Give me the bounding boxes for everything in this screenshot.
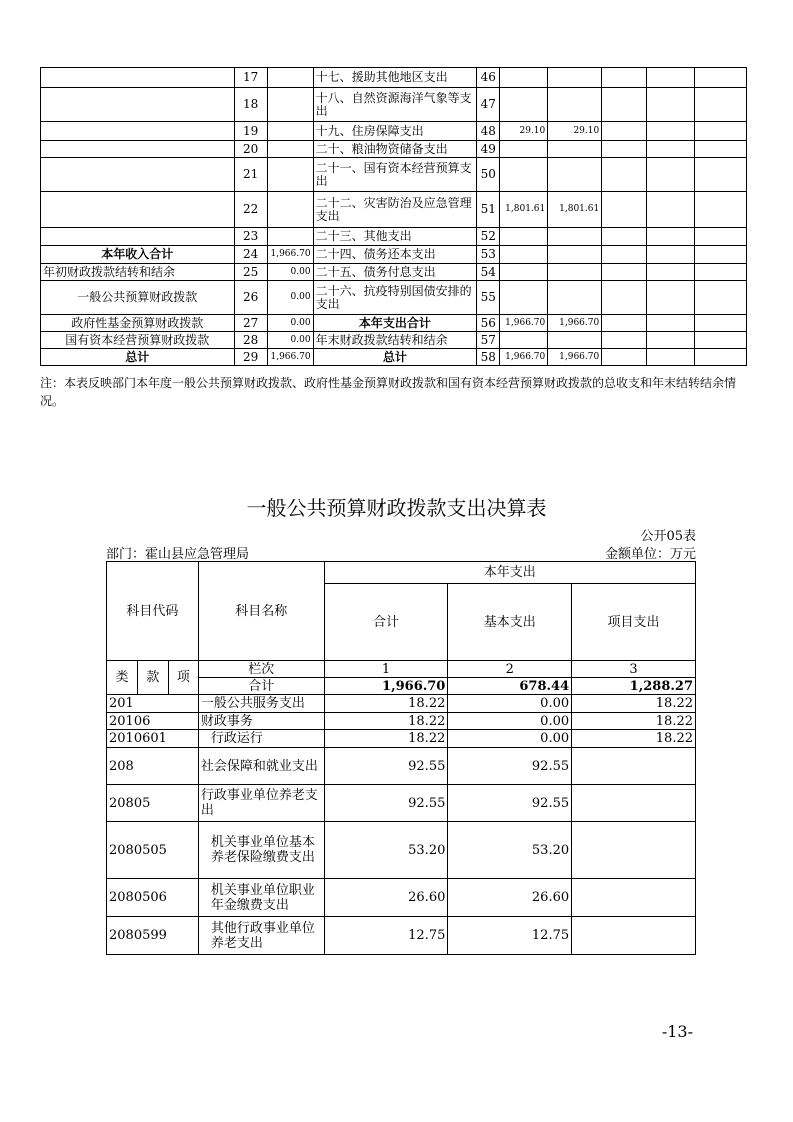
expense-label: 二十五、债务付息支出: [313, 264, 477, 281]
table-row: [107, 822, 696, 879]
table-row: [41, 228, 747, 246]
empty-cell: [695, 349, 747, 366]
expense-label: 二十、粮油物资储备支出: [313, 141, 477, 158]
expense-value-2: 1,801.61: [548, 192, 602, 228]
table-row: [41, 315, 747, 332]
col-num-3: 3: [572, 661, 696, 678]
empty-cell: [695, 88, 747, 122]
empty-cell: [695, 122, 747, 141]
department-label: 部门：霍山县应急管理局: [106, 547, 250, 562]
income-amount: [267, 192, 313, 228]
row-basic: 53.20: [448, 822, 572, 879]
expense-value-2: [548, 246, 602, 264]
income-label: 一般公共预算财政拨款: [41, 281, 235, 315]
row-total: 18.22: [324, 713, 448, 730]
row-code: 2010601: [107, 730, 199, 748]
unit-label: 金额单位：万元: [604, 547, 696, 562]
income-amount: [267, 228, 313, 246]
empty-cell: [695, 141, 747, 158]
empty-cell: [647, 88, 695, 122]
expense-label: 十七、援助其他地区支出: [313, 68, 477, 88]
empty-cell: [647, 281, 695, 315]
expense-line-no: 47: [477, 88, 500, 122]
income-line-no: 21: [234, 158, 267, 192]
expense-value-1: [500, 88, 548, 122]
col-num-2: 2: [448, 661, 572, 678]
income-expense-table: [40, 67, 747, 366]
income-line-no: 25: [234, 264, 267, 281]
empty-cell: [695, 68, 747, 88]
row-project: 18.22: [572, 713, 696, 730]
table-row: [41, 88, 747, 122]
empty-cell: [647, 315, 695, 332]
income-amount: [267, 141, 313, 158]
income-amount: 0.00: [267, 315, 313, 332]
sum-basic: 678.44: [448, 678, 572, 695]
income-label: [41, 68, 235, 88]
table-note: 注：本表反映部门本年度一般公共预算财政拨款、政府性基金预算财政拨款和国有资本经营预算财政拨款的总收支和年末结转结余情况。: [40, 376, 737, 408]
expense-line-no: 46: [477, 68, 500, 88]
income-amount: 0.00: [267, 332, 313, 349]
expense-label: 二十六、抗疫特别国债安排的支出: [313, 281, 477, 315]
row-code: 201: [107, 695, 199, 713]
empty-cell: [602, 192, 647, 228]
empty-cell: [602, 246, 647, 264]
expense-value-1: 29.10: [500, 122, 548, 141]
expense-value-2: [548, 141, 602, 158]
empty-cell: [602, 281, 647, 315]
expense-value-2: [548, 88, 602, 122]
table-row: [107, 785, 696, 822]
table-row: [41, 158, 747, 192]
expense-line-no: 50: [477, 158, 500, 192]
income-line-no: 20: [234, 141, 267, 158]
expense-value-1: [500, 68, 548, 88]
empty-cell: [602, 264, 647, 281]
col-num-1: 1: [324, 661, 448, 678]
expense-line-no: 48: [477, 122, 500, 141]
row-project: [572, 879, 696, 917]
header-kuan: 款: [137, 661, 168, 695]
table-row: [41, 281, 747, 315]
header-basic: 基本支出: [448, 584, 572, 661]
header-name: 科目名称: [198, 562, 324, 661]
row-total: 18.22: [324, 695, 448, 713]
income-label: 政府性基金预算财政拨款: [41, 315, 235, 332]
header-lei: 类: [107, 661, 138, 695]
expense-line-no: 56: [477, 315, 500, 332]
row-code: 2080506: [107, 879, 199, 917]
empty-cell: [647, 68, 695, 88]
income-amount: [267, 88, 313, 122]
income-amount: 1,966.70: [267, 349, 313, 366]
empty-cell: [647, 332, 695, 349]
empty-cell: [647, 192, 695, 228]
expense-value-2: [548, 281, 602, 315]
expense-line-no: 49: [477, 141, 500, 158]
row-name: 财政事务: [198, 713, 324, 730]
row-name: 行政运行: [198, 730, 324, 748]
row-basic: 92.55: [448, 748, 572, 785]
empty-cell: [647, 141, 695, 158]
row-name: 机关事业单位基本养老保险缴费支出: [198, 822, 324, 879]
row-code: 2080599: [107, 917, 199, 955]
empty-cell: [647, 349, 695, 366]
page-title: 一般公共预算财政拨款支出决算表: [246, 496, 547, 520]
table-row: [41, 68, 747, 88]
income-line-no: 18: [234, 88, 267, 122]
table-row: [41, 349, 747, 366]
table-row: [41, 264, 747, 281]
table-row: [41, 192, 747, 228]
row-basic: 0.00: [448, 730, 572, 748]
expense-label: 年末财政拨款结转和结余: [313, 332, 477, 349]
expense-label: 二十二、灾害防治及应急管理支出: [313, 192, 477, 228]
expense-value-2: [548, 228, 602, 246]
income-label: [41, 228, 235, 246]
income-line-no: 27: [234, 315, 267, 332]
header-col-index: 栏次: [198, 661, 324, 678]
row-name: 机关事业单位职业年金缴费支出: [198, 879, 324, 917]
empty-cell: [647, 122, 695, 141]
expense-label: 二十一、国有资本经营预算支出: [313, 158, 477, 192]
empty-cell: [602, 122, 647, 141]
expenditure-table: [106, 561, 696, 955]
empty-cell: [695, 264, 747, 281]
expense-value-1: [500, 141, 548, 158]
empty-cell: [602, 141, 647, 158]
table-row: [41, 332, 747, 349]
expense-value-1: 1,801.61: [500, 192, 548, 228]
expense-line-no: 51: [477, 192, 500, 228]
empty-cell: [695, 192, 747, 228]
header-total: 合计: [324, 584, 448, 661]
empty-cell: [647, 158, 695, 192]
income-label: 本年收入合计: [41, 246, 235, 264]
sum-total: 1,966.70: [324, 678, 448, 695]
table-row: [41, 141, 747, 158]
header-project: 项目支出: [572, 584, 696, 661]
expense-value-1: [500, 281, 548, 315]
expense-label: 十九、住房保障支出: [313, 122, 477, 141]
row-project: [572, 917, 696, 955]
row-total: 92.55: [324, 785, 448, 822]
empty-cell: [647, 246, 695, 264]
income-line-no: 19: [234, 122, 267, 141]
row-project: 18.22: [572, 695, 696, 713]
income-label: 国有资本经营预算财政拨款: [41, 332, 235, 349]
empty-cell: [602, 68, 647, 88]
expense-value-2: 29.10: [548, 122, 602, 141]
income-label: [41, 141, 235, 158]
row-total: 92.55: [324, 748, 448, 785]
row-code: 208: [107, 748, 199, 785]
row-basic: 26.60: [448, 879, 572, 917]
income-amount: [267, 122, 313, 141]
expense-line-no: 52: [477, 228, 500, 246]
table-row: [107, 879, 696, 917]
expense-value-2: [548, 158, 602, 192]
empty-cell: [602, 158, 647, 192]
row-name: 社会保障和就业支出: [198, 748, 324, 785]
header-code: 科目代码: [107, 562, 199, 661]
income-line-no: 17: [234, 68, 267, 88]
sum-label: 合计: [198, 678, 324, 695]
income-amount: 1,966.70: [267, 246, 313, 264]
expense-label: 总计: [313, 349, 477, 366]
row-total: 12.75: [324, 917, 448, 955]
income-label: [41, 88, 235, 122]
row-total: 26.60: [324, 879, 448, 917]
empty-cell: [602, 228, 647, 246]
expense-value-2: 1,966.70: [548, 349, 602, 366]
header-year-expense: 本年支出: [324, 562, 695, 584]
expense-value-2: [548, 68, 602, 88]
income-amount: [267, 158, 313, 192]
empty-cell: [695, 281, 747, 315]
row-name: 其他行政事业单位养老支出: [198, 917, 324, 955]
row-basic: 92.55: [448, 785, 572, 822]
header-xiang: 项: [168, 661, 198, 695]
empty-cell: [695, 315, 747, 332]
expense-label: 二十四、债务还本支出: [313, 246, 477, 264]
expense-label: 十八、自然资源海洋气象等支出: [313, 88, 477, 122]
income-line-no: 29: [234, 349, 267, 366]
row-code: 20805: [107, 785, 199, 822]
income-label: [41, 158, 235, 192]
page-number: -13-: [661, 1022, 693, 1041]
expense-label: 本年支出合计: [313, 315, 477, 332]
row-project: [572, 822, 696, 879]
empty-cell: [695, 228, 747, 246]
row-project: 18.22: [572, 730, 696, 748]
empty-cell: [695, 332, 747, 349]
table-row: [41, 246, 747, 264]
income-label: [41, 122, 235, 141]
expense-label: 二十三、其他支出: [313, 228, 477, 246]
empty-cell: [602, 315, 647, 332]
income-line-no: 24: [234, 246, 267, 264]
table-row: [107, 730, 696, 748]
empty-cell: [602, 349, 647, 366]
expense-line-no: 53: [477, 246, 500, 264]
table-row: [107, 695, 696, 713]
row-basic: 12.75: [448, 917, 572, 955]
expense-value-1: [500, 158, 548, 192]
expense-line-no: 58: [477, 349, 500, 366]
row-code: 20106: [107, 713, 199, 730]
income-line-no: 28: [234, 332, 267, 349]
income-amount: [267, 68, 313, 88]
table-row: [107, 917, 696, 955]
sum-project: 1,288.27: [572, 678, 696, 695]
income-amount: 0.00: [267, 281, 313, 315]
empty-cell: [602, 332, 647, 349]
expense-line-no: 55: [477, 281, 500, 315]
income-amount: 0.00: [267, 264, 313, 281]
row-basic: 0.00: [448, 713, 572, 730]
expense-value-1: 1,966.70: [500, 315, 548, 332]
expense-value-1: 1,966.70: [500, 349, 548, 366]
income-label: 年初财政拨款结转和结余: [41, 264, 235, 281]
income-line-no: 22: [234, 192, 267, 228]
income-label: 总计: [41, 349, 235, 366]
row-name: 行政事业单位养老支出: [198, 785, 324, 822]
expense-value-1: [500, 228, 548, 246]
income-line-no: 26: [234, 281, 267, 315]
row-total: 53.20: [324, 822, 448, 879]
income-line-no: 23: [234, 228, 267, 246]
empty-cell: [647, 264, 695, 281]
table-row: [107, 713, 696, 730]
empty-cell: [602, 88, 647, 122]
row-name: 一般公共服务支出: [198, 695, 324, 713]
table-row: [107, 748, 696, 785]
row-code: 2080505: [107, 822, 199, 879]
row-project: [572, 748, 696, 785]
expense-value-2: [548, 264, 602, 281]
expense-line-no: 57: [477, 332, 500, 349]
expense-line-no: 54: [477, 264, 500, 281]
empty-cell: [695, 246, 747, 264]
empty-cell: [647, 228, 695, 246]
empty-cell: [695, 158, 747, 192]
row-basic: 0.00: [448, 695, 572, 713]
table-row: [41, 122, 747, 141]
income-label: [41, 192, 235, 228]
table-tag: 公开05表: [640, 529, 696, 544]
expense-value-2: [548, 332, 602, 349]
expense-value-2: 1,966.70: [548, 315, 602, 332]
expense-value-1: [500, 246, 548, 264]
expense-value-1: [500, 332, 548, 349]
row-total: 18.22: [324, 730, 448, 748]
expense-value-1: [500, 264, 548, 281]
row-project: [572, 785, 696, 822]
